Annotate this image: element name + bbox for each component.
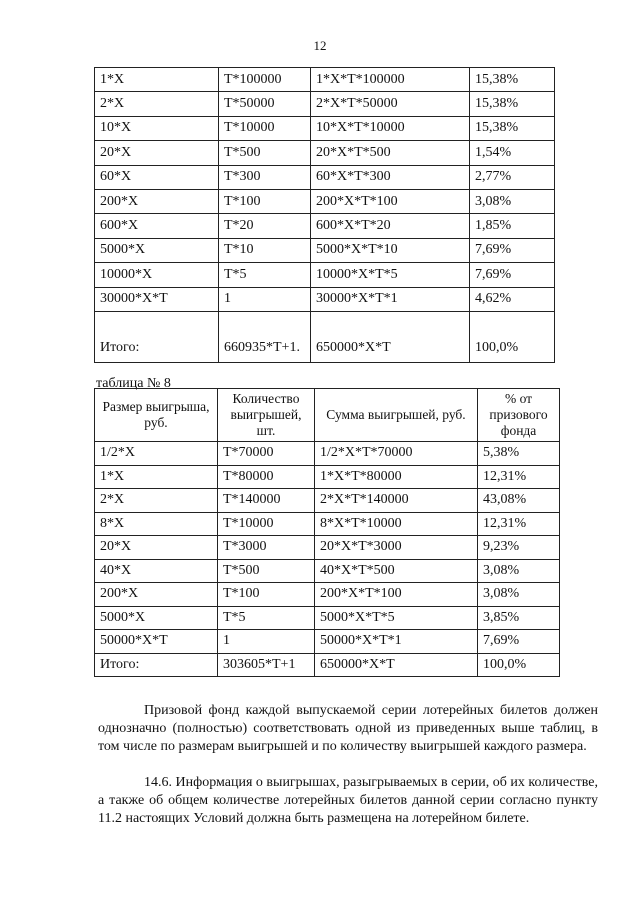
table-row [95,630,560,654]
table-row [95,512,560,536]
cell-prize-count: Т*500 [218,559,315,583]
cell-prize-size: 10*Х [95,116,219,140]
cell-prize-percent: 7,69% [470,263,555,287]
cell-prize-size: 20*Х [95,141,219,165]
cell-prize-sum: 10*Х*Т*10000 [311,116,470,140]
cell-prize-sum: 8*Х*Т*10000 [315,512,478,536]
cell-prize-percent: 7,69% [470,238,555,262]
cell-prize-percent: 5,38% [478,442,560,466]
total-cell-prize-percent: 100,0% [478,653,560,677]
header-prize-count: Количество выигрышей, шт. [218,389,315,442]
cell-prize-size: 5000*Х [95,606,218,630]
cell-prize-size: 50000*Х*Т [95,630,218,654]
cell-prize-size: 5000*Х [95,238,219,262]
cell-prize-count: Т*20 [219,214,311,238]
cell-prize-sum: 200*Х*Т*100 [315,583,478,607]
cell-prize-sum: 50000*Х*Т*1 [315,630,478,654]
cell-prize-sum: 1*Х*Т*100000 [311,68,470,92]
table-row [95,583,560,607]
table-total-row [95,653,560,677]
cell-prize-size: 1/2*Х [95,442,218,466]
cell-prize-size: 10000*Х [95,263,219,287]
cell-prize-count: Т*80000 [218,465,315,489]
cell-prize-percent: 15,38% [470,68,555,92]
cell-prize-count: Т*100000 [219,68,311,92]
table-total-row [95,311,555,362]
cell-prize-sum: 20*Х*Т*3000 [315,536,478,560]
cell-prize-sum: 60*Х*Т*300 [311,165,470,189]
cell-prize-percent: 2,77% [470,165,555,189]
cell-prize-percent: 9,23% [478,536,560,560]
header-prize-sum: Сумма выигрышей, руб. [315,389,478,442]
cell-prize-percent: 43,08% [478,489,560,513]
cell-prize-percent: 15,38% [470,92,555,116]
total-cell-prize-percent: 100,0% [470,311,555,362]
cell-prize-sum: 10000*Х*Т*5 [311,263,470,287]
table-row [95,442,560,466]
cell-prize-percent: 3,08% [470,189,555,213]
cell-prize-sum: 5000*Х*Т*5 [315,606,478,630]
cell-prize-sum: 1*Х*Т*80000 [315,465,478,489]
cell-prize-count: Т*3000 [218,536,315,560]
table-row [95,489,560,513]
cell-prize-size: 2*Х [95,489,218,513]
cell-prize-size: 30000*Х*Т [95,287,219,311]
cell-prize-size: 600*Х [95,214,219,238]
table-row [95,189,555,213]
table-row [95,165,555,189]
table-row [95,287,555,311]
total-cell-prize-count: 303605*Т+1 [218,653,315,677]
cell-prize-count: Т*50000 [219,92,311,116]
cell-prize-sum: 200*Х*Т*100 [311,189,470,213]
cell-prize-count: Т*140000 [218,489,315,513]
table-row [95,238,555,262]
cell-prize-sum: 2*Х*Т*50000 [311,92,470,116]
table-header-row [95,389,560,442]
cell-prize-sum: 5000*Х*Т*10 [311,238,470,262]
table-row [95,465,560,489]
cell-prize-sum: 2*Х*Т*140000 [315,489,478,513]
table-row [95,141,555,165]
cell-prize-count: Т*500 [219,141,311,165]
table-row [95,536,560,560]
cell-prize-percent: 4,62% [470,287,555,311]
cell-prize-size: 1*Х [95,68,219,92]
total-cell-prize-size: Итого: [95,311,219,362]
cell-prize-count: Т*300 [219,165,311,189]
paragraph-14-6: 14.6. Информация о выигрышах, разыгрываемых в серии, об их количестве, а также об общем количестве лотерейных билетов данной серии согласно пункту 11.2 настоящих Условий должна быть размещена на лотерейном билете. [98,775,598,826]
total-cell-prize-sum: 650000*Х*Т [315,653,478,677]
cell-prize-size: 20*Х [95,536,218,560]
table-row [95,116,555,140]
cell-prize-count: Т*5 [219,263,311,287]
cell-prize-percent: 1,54% [470,141,555,165]
prize-table-8 [94,388,560,677]
cell-prize-percent: 3,85% [478,606,560,630]
cell-prize-percent: 12,31% [478,512,560,536]
cell-prize-percent: 7,69% [478,630,560,654]
page-number: 12 [313,38,327,53]
cell-prize-count: Т*100 [218,583,315,607]
header-prize-percent: % от призового фонда [478,389,560,442]
prize-table-7 [94,67,555,363]
cell-prize-size: 8*Х [95,512,218,536]
table-row [95,559,560,583]
cell-prize-count: 1 [218,630,315,654]
cell-prize-sum: 40*Х*Т*500 [315,559,478,583]
cell-prize-size: 40*Х [95,559,218,583]
cell-prize-size: 2*Х [95,92,219,116]
cell-prize-sum: 30000*Х*Т*1 [311,287,470,311]
cell-prize-sum: 1/2*Х*Т*70000 [315,442,478,466]
header-prize-size: Размер выигрыша, руб. [95,389,218,442]
cell-prize-count: Т*10000 [219,116,311,140]
cell-prize-sum: 600*Х*Т*20 [311,214,470,238]
total-cell-prize-count: 660935*Т+1. [219,311,311,362]
cell-prize-size: 200*Х [95,583,218,607]
cell-prize-count: Т*10000 [218,512,315,536]
cell-prize-count: Т*100 [219,189,311,213]
table-row [95,606,560,630]
cell-prize-sum: 20*Х*Т*500 [311,141,470,165]
cell-prize-count: 1 [219,287,311,311]
table-row [95,263,555,287]
cell-prize-count: Т*10 [219,238,311,262]
cell-prize-count: Т*70000 [218,442,315,466]
cell-prize-size: 60*Х [95,165,219,189]
cell-prize-count: Т*5 [218,606,315,630]
table-row [95,214,555,238]
cell-prize-percent: 3,08% [478,559,560,583]
total-cell-prize-size: Итого: [95,653,218,677]
cell-prize-size: 200*Х [95,189,219,213]
paragraph-prize-fund: Призовой фонд каждой выпускаемой серии лотерейных билетов должен однозначно (полностью) соответствовать одной из приведенных выше таблиц, в том числе по размерам выигрышей и по количеству выигрышей каждого размера. [98,703,598,754]
table-caption: таблица № 8 [96,376,171,391]
cell-prize-percent: 12,31% [478,465,560,489]
cell-prize-percent: 1,85% [470,214,555,238]
table-row [95,68,555,92]
cell-prize-percent: 15,38% [470,116,555,140]
cell-prize-size: 1*Х [95,465,218,489]
cell-prize-percent: 3,08% [478,583,560,607]
total-cell-prize-sum: 650000*Х*Т [311,311,470,362]
table-row [95,92,555,116]
